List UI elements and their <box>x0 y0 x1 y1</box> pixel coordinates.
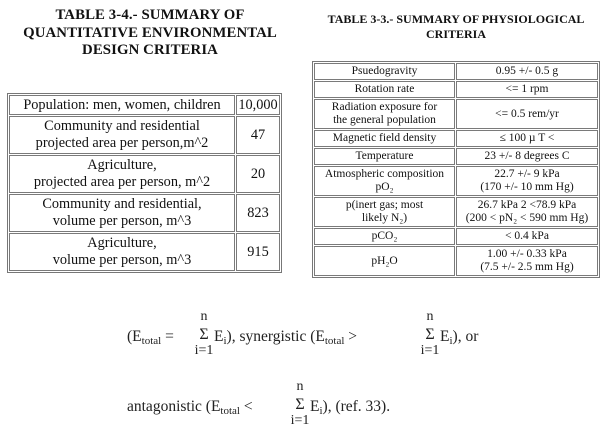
formula-open <box>127 398 253 416</box>
criterion-label: projected area per person,m^2 <box>35 135 209 151</box>
criterion-label: volume per person, m^3 <box>52 252 192 268</box>
table-row <box>9 116 280 154</box>
formula-open <box>127 328 174 346</box>
parameter-cell <box>314 197 455 227</box>
criterion-label: volume per person, m^3 <box>52 213 192 229</box>
parameter-label: pO₂ <box>375 181 394 193</box>
table-row <box>314 166 598 196</box>
value-cell: 20 <box>236 155 280 193</box>
table-row <box>9 95 280 115</box>
table-row <box>9 155 280 193</box>
formula-word: synergistic <box>235 328 311 345</box>
formula-text: > <box>344 328 358 345</box>
parameter-cell: Psuedogravity <box>314 63 455 80</box>
formula-subscript: total <box>220 405 240 417</box>
criterion-value-cell: <= 0.5 rem/yr <box>456 99 598 129</box>
physiological-criteria-table <box>312 61 600 278</box>
parameter-label: Radiation exposure for <box>331 101 438 113</box>
right-title-line-2: CRITERIA <box>425 26 486 41</box>
criterion-label: projected area per person, m^2 <box>33 174 211 190</box>
formula-text: ), or <box>452 328 479 345</box>
formula-subscript: i <box>449 335 453 347</box>
criterion-label: Agriculture, <box>87 157 157 173</box>
sum-lower-limit: i=1 <box>420 343 440 358</box>
parameter-label: p(inert gas; most <box>345 199 424 211</box>
criterion-cell <box>9 194 235 232</box>
value-cell: 823 <box>236 194 280 232</box>
formula-text: < <box>239 398 253 415</box>
sum-lower-limit: i=1 <box>290 413 310 428</box>
right-title-line-1: TABLE 3-3.- SUMMARY OF PHYSIOLOGICAL <box>327 12 585 26</box>
table-row <box>314 130 598 147</box>
criterion-cell <box>9 233 235 271</box>
parameter-label: Atmospheric composition <box>324 168 445 180</box>
sigma-icon: Σ <box>295 396 305 413</box>
criterion-value: (7.5 +/- 2.5 mm Hg) <box>480 261 574 273</box>
formula-subscript: total <box>324 335 345 347</box>
sum-upper-limit: n <box>200 309 208 324</box>
parameter-cell: Temperature <box>314 148 455 165</box>
criterion-value-cell: 0.95 +/- 0.5 g <box>456 63 598 80</box>
formula-text: E <box>440 328 450 345</box>
criterion-cell <box>9 116 235 154</box>
formula-text: (E <box>205 398 221 415</box>
criterion-value-cell <box>456 166 598 196</box>
formula-text: ), <box>226 328 236 345</box>
table-row <box>314 81 598 98</box>
criterion-label: Agriculture, <box>87 235 157 251</box>
value-cell: 915 <box>236 233 280 271</box>
criterion-label: Population: men, women, children <box>23 96 221 113</box>
criterion-cell <box>9 95 235 115</box>
parameter-cell <box>314 99 455 129</box>
parameter-cell: Rotation rate <box>314 81 455 98</box>
table-row <box>314 246 598 276</box>
criterion-value: 1.00 +/- 0.33 kPa <box>487 248 567 260</box>
sigma-icon: Σ <box>199 326 209 343</box>
parameter-cell <box>314 166 455 196</box>
criterion-value: (200 < pN₂ < 590 mm Hg) <box>465 212 589 224</box>
criterion-value-cell: ≤ 100 µ T < <box>456 130 598 147</box>
parameter-cell: Magnetic field density <box>314 130 455 147</box>
environmental-design-criteria-table <box>7 93 282 273</box>
formula-term <box>310 398 390 416</box>
criterion-value: (170 +/- 10 mm Hg) <box>480 181 574 193</box>
criterion-value-cell: < 0.4 kPa <box>456 228 598 245</box>
formula-subscript: total <box>141 335 162 347</box>
parameter-label: the general population <box>333 114 436 126</box>
value-cell: 47 <box>236 116 280 154</box>
value-cell: 10,000 <box>236 95 280 115</box>
sigma-icon: Σ <box>425 326 435 343</box>
criterion-value-cell <box>456 246 598 276</box>
table-row <box>9 194 280 232</box>
table-row <box>314 148 598 165</box>
formula-text: (E <box>127 328 142 345</box>
sum-lower-limit: i=1 <box>194 343 214 358</box>
table-row <box>314 63 598 80</box>
criterion-value: 26.7 kPa 2 <78.9 kPa <box>477 199 577 211</box>
formula-subscript: i <box>223 335 227 347</box>
left-table-title <box>0 7 300 60</box>
criterion-label: Community and residential <box>44 118 200 134</box>
formula-text: (E <box>310 328 325 345</box>
left-title-line-2: QUANTITATIVE ENVIRONMENTAL <box>23 24 277 41</box>
left-title-line-3: DESIGN CRITERIA <box>82 42 218 58</box>
criterion-value-cell: <= 1 rpm <box>456 81 598 98</box>
formula-text: E <box>214 328 224 345</box>
criterion-value-cell: 23 +/- 8 degrees C <box>456 148 598 165</box>
parameter-cell: pCO₂ <box>314 228 455 245</box>
right-table-title <box>311 12 601 41</box>
sum-upper-limit: n <box>426 309 434 324</box>
table-row <box>9 233 280 271</box>
table-row <box>314 99 598 129</box>
table-row <box>314 228 598 245</box>
criterion-cell <box>9 155 235 193</box>
formula-text: ), (ref. 33). <box>322 398 391 415</box>
formula-text: = <box>161 328 174 345</box>
formula-term <box>440 328 478 346</box>
criterion-value: 22.7 +/- 9 kPa <box>494 168 560 180</box>
table-row <box>314 197 598 227</box>
parameter-cell: pH₂O <box>314 246 455 276</box>
sum-upper-limit: n <box>296 379 304 394</box>
formula-term <box>214 328 357 346</box>
left-title-line-1: TABLE 3-4.- SUMMARY OF <box>55 7 245 23</box>
formula-subscript: i <box>319 405 323 417</box>
formula-text: E <box>310 398 320 415</box>
criterion-value-cell <box>456 197 598 227</box>
parameter-label: likely N₂) <box>361 212 408 224</box>
criterion-label: Community and residential, <box>42 196 202 212</box>
formula-word: antagonistic <box>127 398 206 415</box>
